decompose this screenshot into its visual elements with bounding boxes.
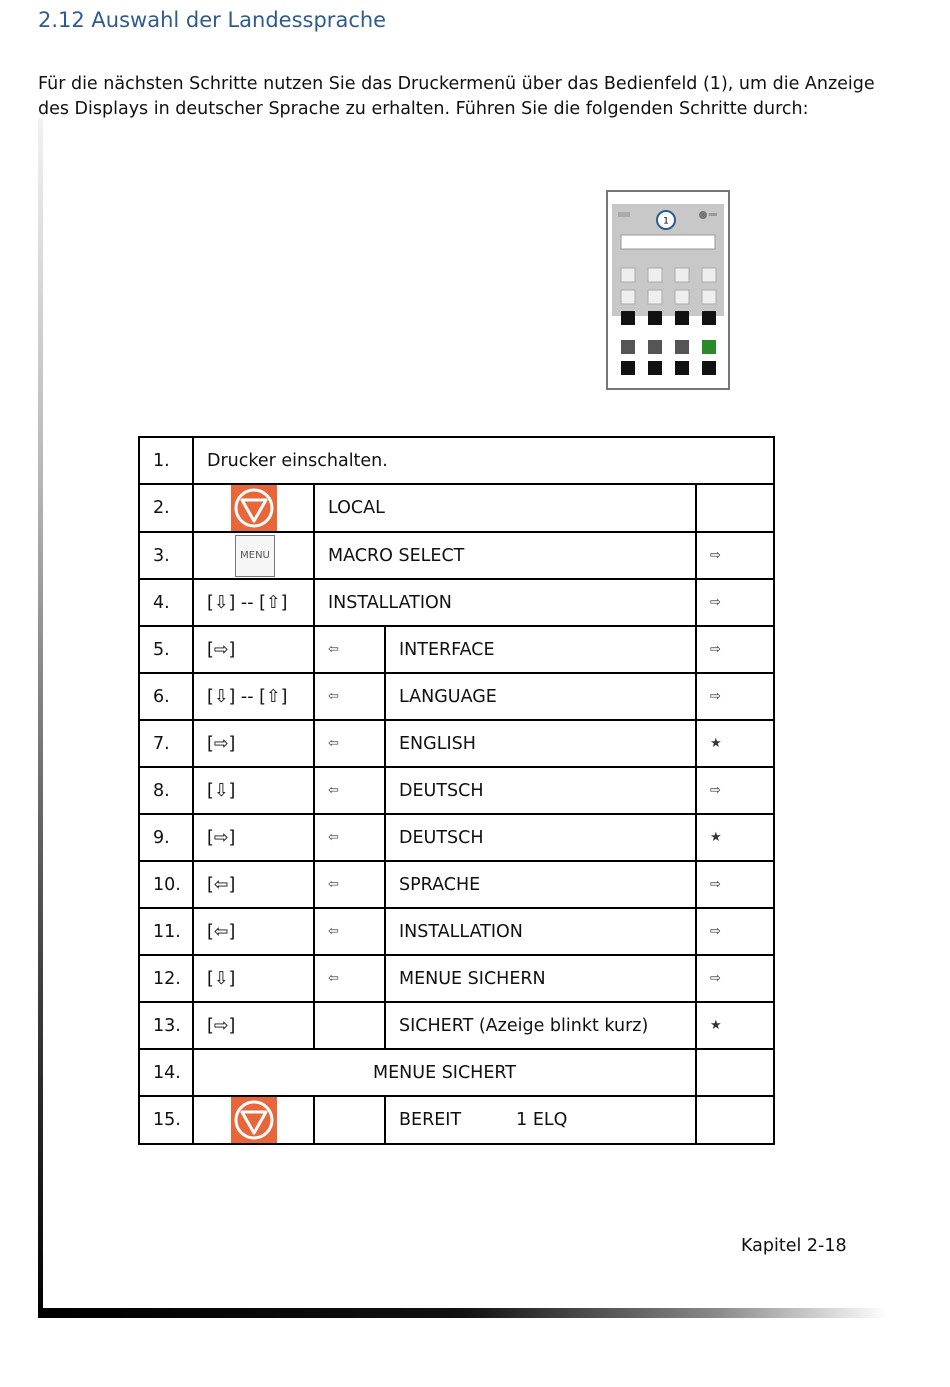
bereit-label: BEREIT <box>399 1110 462 1130</box>
step-mark <box>696 484 774 532</box>
step-text: INTERFACE <box>385 626 696 673</box>
table-row <box>139 1049 774 1096</box>
table-row <box>139 720 774 767</box>
step-text: DEUTSCH <box>385 814 696 861</box>
intro-paragraph: Für die nächsten Schritte nutzen Sie das Druckermenü über das Bedienfeld (1), um die Anzeige des Displays in deutscher Sprache zu erhalten. Führen Sie die folgenden Schritte durch: <box>38 74 875 119</box>
step-text: SPRACHE <box>385 861 696 908</box>
step-text: SICHERT (Azeige blinkt kurz) <box>385 1002 696 1049</box>
step-text: Drucker einschalten. <box>193 437 774 484</box>
table-row <box>139 814 774 861</box>
step-mark: ⇨ <box>696 908 774 955</box>
step-mark: ⇨ <box>696 955 774 1002</box>
step-arrow: ⇦ <box>314 673 385 720</box>
step-key: [⇩] <box>193 767 314 814</box>
table-row <box>139 767 774 814</box>
step-number: 7. <box>139 720 193 767</box>
table-row <box>139 908 774 955</box>
table-row <box>139 579 774 626</box>
step-arrow: ⇦ <box>314 626 385 673</box>
step-arrow <box>314 1002 385 1049</box>
step-mark: ★ <box>696 1002 774 1049</box>
table-row <box>139 1096 774 1144</box>
step-number: 8. <box>139 767 193 814</box>
step-text: MACRO SELECT <box>314 532 696 579</box>
step-number: 6. <box>139 673 193 720</box>
step-mark: ★ <box>696 814 774 861</box>
step-mark: ⇨ <box>696 767 774 814</box>
step-text: INSTALLATION <box>314 579 696 626</box>
step-key <box>193 532 314 579</box>
elq-label: 1 ELQ <box>516 1110 568 1130</box>
step-arrow: ⇦ <box>314 767 385 814</box>
page-frame-left <box>38 118 43 1318</box>
step-key: [⇦] <box>193 908 314 955</box>
step-number: 2. <box>139 484 193 532</box>
step-mark: ⇨ <box>696 673 774 720</box>
step-text: LANGUAGE <box>385 673 696 720</box>
step-arrow: ⇦ <box>314 720 385 767</box>
step-mark: ⇨ <box>696 626 774 673</box>
step-arrow: ⇦ <box>314 814 385 861</box>
page-footer: Kapitel 2-18 <box>741 1236 847 1256</box>
table-row <box>139 532 774 579</box>
step-arrow: ⇦ <box>314 908 385 955</box>
step-number: 13. <box>139 1002 193 1049</box>
step-text: INSTALLATION <box>385 908 696 955</box>
step-number: 9. <box>139 814 193 861</box>
step-number: 10. <box>139 861 193 908</box>
step-key <box>193 484 314 532</box>
step-mark: ★ <box>696 720 774 767</box>
stop-button-icon <box>231 1097 277 1143</box>
step-arrow: ⇦ <box>314 861 385 908</box>
page-frame-bottom <box>38 1308 888 1318</box>
step-mark: ⇨ <box>696 532 774 579</box>
step-number: 5. <box>139 626 193 673</box>
step-number: 12. <box>139 955 193 1002</box>
step-key: [⇦] <box>193 861 314 908</box>
step-key: [⇨] <box>193 814 314 861</box>
step-key: [⇨] <box>193 626 314 673</box>
step-mark <box>696 1096 774 1144</box>
step-mark: ⇨ <box>696 579 774 626</box>
step-arrow: ⇦ <box>314 955 385 1002</box>
step-key <box>193 1096 314 1144</box>
step-mark <box>696 1049 774 1096</box>
table-row <box>139 484 774 532</box>
step-number: 15. <box>139 1096 193 1144</box>
section-heading: 2.12 Auswahl der Landessprache <box>38 8 387 32</box>
step-key: [⇩] <box>193 955 314 1002</box>
panel-callout-label: 1 <box>663 216 669 227</box>
table-row <box>139 626 774 673</box>
step-text <box>385 1096 696 1144</box>
table-row <box>139 955 774 1002</box>
table-row <box>139 861 774 908</box>
control-panel-illustration <box>606 190 730 390</box>
step-text: MENUE SICHERN <box>385 955 696 1002</box>
step-text: DEUTSCH <box>385 767 696 814</box>
menu-key-icon: MENU <box>235 535 275 577</box>
step-text: ENGLISH <box>385 720 696 767</box>
steps-table <box>138 436 775 1145</box>
step-number: 1. <box>139 437 193 484</box>
step-key: [⇨] <box>193 720 314 767</box>
step-arrow <box>314 1096 385 1144</box>
step-number: 3. <box>139 532 193 579</box>
stop-button-icon <box>231 485 277 531</box>
step-key: [⇩] -- [⇧] <box>193 673 314 720</box>
step-text: LOCAL <box>314 484 696 532</box>
step-number: 4. <box>139 579 193 626</box>
table-row <box>139 1002 774 1049</box>
step-number: 14. <box>139 1049 193 1096</box>
step-text: MENUE SICHERT <box>193 1049 696 1096</box>
step-key: [⇩] -- [⇧] <box>193 579 314 626</box>
step-mark: ⇨ <box>696 861 774 908</box>
step-number: 11. <box>139 908 193 955</box>
table-row <box>139 437 774 484</box>
step-key: [⇨] <box>193 1002 314 1049</box>
table-row <box>139 673 774 720</box>
